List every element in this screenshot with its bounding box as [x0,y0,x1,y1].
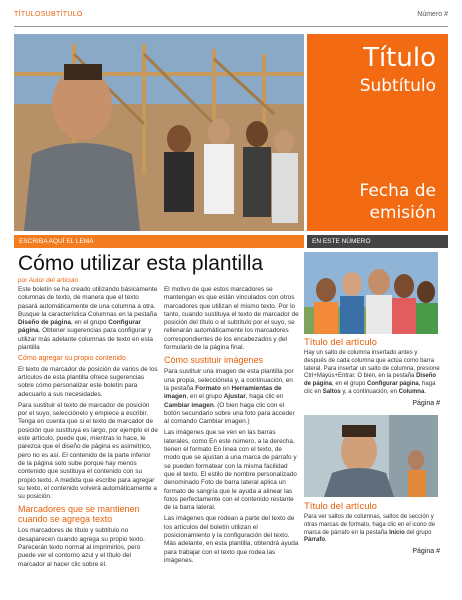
article-column-1 [18,286,158,572]
sidebar-article-title: Título del artículo [304,337,377,348]
title-panel [307,34,448,231]
paragraph: Este boletín se ha creado utilizando básicamente columnas de texto, de manera que el texto pasará automáticamente de una columna a otra. Busque la característica Columnas en la pestaña Diseño de página, en el grupo Configurar página. Obtener sugerencias para configurar y utilizar más adelante columnas de texto en esta plantilla [18,286,158,352]
paragraph: Los marcadores de título y subtítulo no desaparecen cuando agrega su propio texto. Parecerán texto normal al imprimirlos, pero puede ver el contorno azul y el título del marcador al hacer clic sobre él. [18,527,145,568]
hero-photo-construction-workers [14,34,304,231]
header-divider [14,26,448,27]
paragraph: Las imágenes que rodean a parte del texto de los artículos del boletín utilizan el posicionamiento y la configuración del texto. Más adelante, en esta plantilla, obtendrá ayuda para trabajar con el texto que rodea las imágenes. [164,515,299,564]
paragraph: El texto de marcador de posición de varios de los artículos de esta plantilla ofrece sugerencias sobre cómo personalizar este boletín para adecuarlo a sus necesidades. [18,365,158,398]
header-issue-number: Número # [417,11,448,18]
sidebar-article-2 [304,501,440,556]
paragraph: El motivo de que estos marcadores se mantengan es que están vinculados con otros marcadores que utilizan el mismo texto. Por lo tanto, cuando sustituya el texto de marcador de posición del título o el subtítulo por el suyo, se rellenarán automáticamente los marcadores correspondientes de los encabezados y del formulario de la página final. [164,286,299,352]
article-byline: por Autor del artículo [18,277,78,284]
subheading: Cómo sustituir imágenes [164,355,264,366]
sidebar-article-text: Para ver saltos de columnas, saltos de sección y otras marcas de formato, haga clic en el icono de marca de párrafo en la pestaña Inicio del grupo Párrafo. [304,514,436,544]
header-subtitle-label: TÍTULOSUBTÍTULO [14,11,83,18]
sidebar-photo-group [304,252,438,334]
paragraph: Las imágenes que se ven en las barras laterales, como En este número, a la derecha, tienen el formato En línea con el texto, de modo que se ajustan a una marca de párrafo y se pueden formatear con la misma facilidad que el texto. El estilo de nombre personalizado denominado Foto de barra lateral aplica un formato de sangría que le ayuda a alinear las fotos perfectamente con el contenido restante de la barra lateral. [164,429,297,512]
newsletter-title: Título [363,43,436,73]
newsletter-subtitle: Subtítulo [359,76,436,96]
sidebar-article-title: Título del artículo [304,501,377,512]
sidebar-photo-man [304,415,438,497]
paragraph: Para sustituir el texto de marcador de posición por el suyo, selecciónelo y empiece a escribir. Tenga en cuenta que si el texto de marcador de posición que sustituya es largo, por ejemplo el de este artículo, puede que, mientras lo hace, le parezca que el diseño de página es asimétrico, pero no es así. El contenido de la parte inferior de la página solo sube porque hay menos contenido que sustituya el contenido con su propio texto. A medida que escribe para agregar su texto, el contenido volverá automáticamente a su posición. [18,401,158,501]
sidebar-article-1 [304,337,440,408]
subheading: Cómo agregar su propio contenido [18,355,126,363]
slogan-band: ESCRIBA AQUÍ EL LEMA [14,235,304,248]
sidebar-page-number: Página # [412,399,440,407]
issue-date: Fecha de emisión [359,181,436,223]
subheading: Marcadores que se mantienen cuando se agrega texto [18,504,140,525]
issue-band: EN ESTE NÚMERO [307,235,448,248]
sidebar-page-number: Página # [412,548,440,556]
article-headline: Cómo utilizar esta plantilla [18,252,264,275]
sidebar-article-text: Hay un salto de columna insertado antes y después de cada columna que actúa como barra lateral. Para insertar un salto de columna, presione Ctrl+Mayús+Entrar. O bien, en la pestaña Diseño de página, en el grupo Configurar página, haga clic en Saltos y, a continuación, en Columna. [304,350,440,395]
article-column-2 [164,286,299,568]
paragraph: Para sustituir una imagen de esta plantilla por una propia, selecciónela y, a continuación, en la pestaña Formato en Herramientas de imagen, en el grupo Ajustar, haga clic en Cambiar imagen. (O bien haga clic con el botón secundario sobre una foto para acceder al comando Cambiar imagen.) [164,368,295,426]
